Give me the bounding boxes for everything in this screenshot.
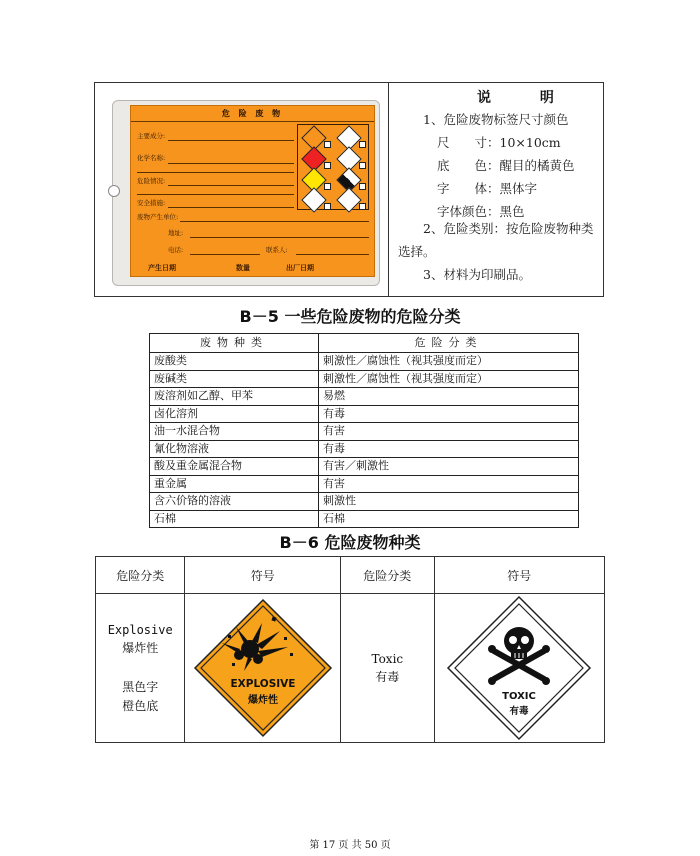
table-row bbox=[150, 388, 579, 406]
hazard-class-cell: 有毒 bbox=[319, 440, 579, 458]
notes-title: 说 明 bbox=[477, 90, 576, 106]
tag-field-line bbox=[190, 254, 260, 255]
waste-type-cell: 石棉 bbox=[150, 510, 319, 528]
tag-footer-quantity: 数量 bbox=[236, 264, 250, 272]
checkbox-icon bbox=[324, 183, 331, 190]
hazard-class-cell: 有毒 bbox=[319, 405, 579, 423]
note-line: 选择。 bbox=[398, 244, 436, 259]
tag-field-producer: 废物产生单位: bbox=[137, 213, 179, 221]
toxic-symbol-cell bbox=[434, 594, 604, 743]
toxic-symbol-cn: 有毒 bbox=[509, 706, 529, 717]
table-row bbox=[150, 493, 579, 511]
b5-table bbox=[149, 333, 579, 528]
hazard-class-cell: 有害 bbox=[319, 423, 579, 441]
tag-header bbox=[131, 107, 374, 122]
note-line: 尺 寸：10×10cm bbox=[437, 135, 561, 150]
table-row bbox=[150, 440, 579, 458]
checkbox-icon bbox=[324, 141, 331, 148]
table-row bbox=[150, 475, 579, 493]
tag-hole bbox=[108, 185, 120, 197]
tag-field-address: 地址: bbox=[168, 229, 184, 237]
toxic-class-cell bbox=[341, 594, 434, 743]
explosive-desc-text-color: 黑色字 bbox=[122, 679, 159, 694]
waste-type-cell: 酸及重金属混合物 bbox=[150, 458, 319, 476]
note-line: 1、危险废物标签尺寸颜色 bbox=[423, 112, 569, 127]
hazard-class-cell: 有害／刺激性 bbox=[319, 458, 579, 476]
tag-title: 危 险 废 物 bbox=[221, 109, 284, 118]
note-line: 2、危险类别：按危险废物种类 bbox=[423, 221, 594, 236]
note-line: 字体颜色：黑色 bbox=[437, 204, 525, 219]
table-row bbox=[150, 423, 579, 441]
table-header-row bbox=[150, 334, 579, 353]
header-waste-type: 废物种类 bbox=[150, 334, 319, 353]
tag-field-phone: 电话: bbox=[168, 246, 184, 254]
checkbox-icon bbox=[324, 162, 331, 169]
header-hazard-class: 危险分类 bbox=[96, 557, 185, 594]
note-line: 3、材料为印刷品。 bbox=[423, 267, 531, 282]
tag-field-line bbox=[137, 172, 294, 173]
waste-type-cell: 重金属 bbox=[150, 475, 319, 493]
explosive-name-cn: 爆炸性 bbox=[122, 640, 159, 655]
tag-field-line bbox=[296, 254, 369, 255]
explosive-symbol-icon bbox=[192, 597, 334, 739]
hazard-class-cell: 易燃 bbox=[319, 388, 579, 406]
tag-field-line bbox=[168, 207, 294, 208]
explosive-symbol-cn: 爆炸性 bbox=[247, 695, 278, 706]
hazard-class-cell: 刺激性／腐蚀性（视其强度而定） bbox=[319, 370, 579, 388]
explosive-desc-bg-color: 橙色底 bbox=[122, 698, 159, 713]
b6-table bbox=[95, 556, 605, 743]
explosive-symbol-en: EXPLOSIVE bbox=[230, 678, 296, 690]
tag-field-line bbox=[137, 194, 294, 195]
waste-type-cell: 废碱类 bbox=[150, 370, 319, 388]
hazard-class-cell: 刺激性 bbox=[319, 493, 579, 511]
table-row bbox=[150, 510, 579, 528]
note-line: 字 体：黑体字 bbox=[437, 181, 538, 196]
hazard-class-cell: 刺激性／腐蚀性（视其强度而定） bbox=[319, 353, 579, 371]
hazard-class-cell: 有害 bbox=[319, 475, 579, 493]
checkbox-icon bbox=[359, 203, 366, 210]
tag-field-line bbox=[168, 185, 294, 186]
waste-type-cell: 废酸类 bbox=[150, 353, 319, 371]
header-symbol: 符号 bbox=[185, 557, 341, 594]
explosive-class-cell bbox=[96, 594, 185, 743]
toxic-name-en: Toxic bbox=[371, 651, 404, 666]
explosive-name-en: Explosive bbox=[107, 622, 173, 637]
checkbox-icon bbox=[359, 183, 366, 190]
tag-field-line bbox=[190, 237, 369, 238]
note-line: 底 色：醒目的橘黄色 bbox=[437, 158, 575, 173]
header-hazard-class: 危险分类 bbox=[341, 557, 434, 594]
toxic-symbol-icon bbox=[446, 595, 592, 741]
waste-type-cell: 废溶剂如乙醇、甲苯 bbox=[150, 388, 319, 406]
tag-footer-ship-date: 出厂日期 bbox=[286, 264, 314, 272]
tag-field-safety: 安全措施: bbox=[137, 199, 166, 207]
checkbox-icon bbox=[324, 203, 331, 210]
table-row bbox=[96, 594, 605, 743]
header-symbol: 符号 bbox=[434, 557, 604, 594]
b6-title: B－6 危险废物种类 bbox=[279, 533, 421, 552]
waste-type-cell: 含六价铬的溶液 bbox=[150, 493, 319, 511]
waste-type-cell: 油一水混合物 bbox=[150, 423, 319, 441]
checkbox-icon bbox=[359, 162, 366, 169]
table-row bbox=[150, 405, 579, 423]
waste-type-cell: 氰化物溶液 bbox=[150, 440, 319, 458]
tag-footer-produce-date: 产生日期 bbox=[148, 264, 176, 272]
tag-field-composition: 主要成分: bbox=[137, 132, 166, 140]
table-row bbox=[150, 458, 579, 476]
tag-field-hazard: 危险情况: bbox=[137, 177, 166, 185]
header-hazard-class: 危险分类 bbox=[319, 334, 579, 353]
toxic-name-cn: 有毒 bbox=[375, 669, 400, 684]
waste-type-cell: 卤化溶剂 bbox=[150, 405, 319, 423]
tag-field-line bbox=[168, 140, 294, 141]
table-row bbox=[150, 370, 579, 388]
checkbox-icon bbox=[359, 141, 366, 148]
toxic-symbol-en: TOXIC bbox=[502, 691, 537, 702]
b5-title: B－5 一些危险废物的危险分类 bbox=[239, 307, 461, 326]
tag-field-line bbox=[180, 221, 369, 222]
tag-field-chemical-name: 化学名称: bbox=[137, 154, 166, 162]
table-row bbox=[150, 353, 579, 371]
table-header-row bbox=[96, 557, 605, 594]
tag-field-contact: 联系人: bbox=[266, 246, 288, 254]
explosive-symbol-cell bbox=[185, 594, 341, 743]
page-number: 第 17 页 共 50 页 bbox=[309, 840, 391, 851]
tag-field-line bbox=[168, 163, 294, 164]
hazard-class-cell: 石棉 bbox=[319, 510, 579, 528]
